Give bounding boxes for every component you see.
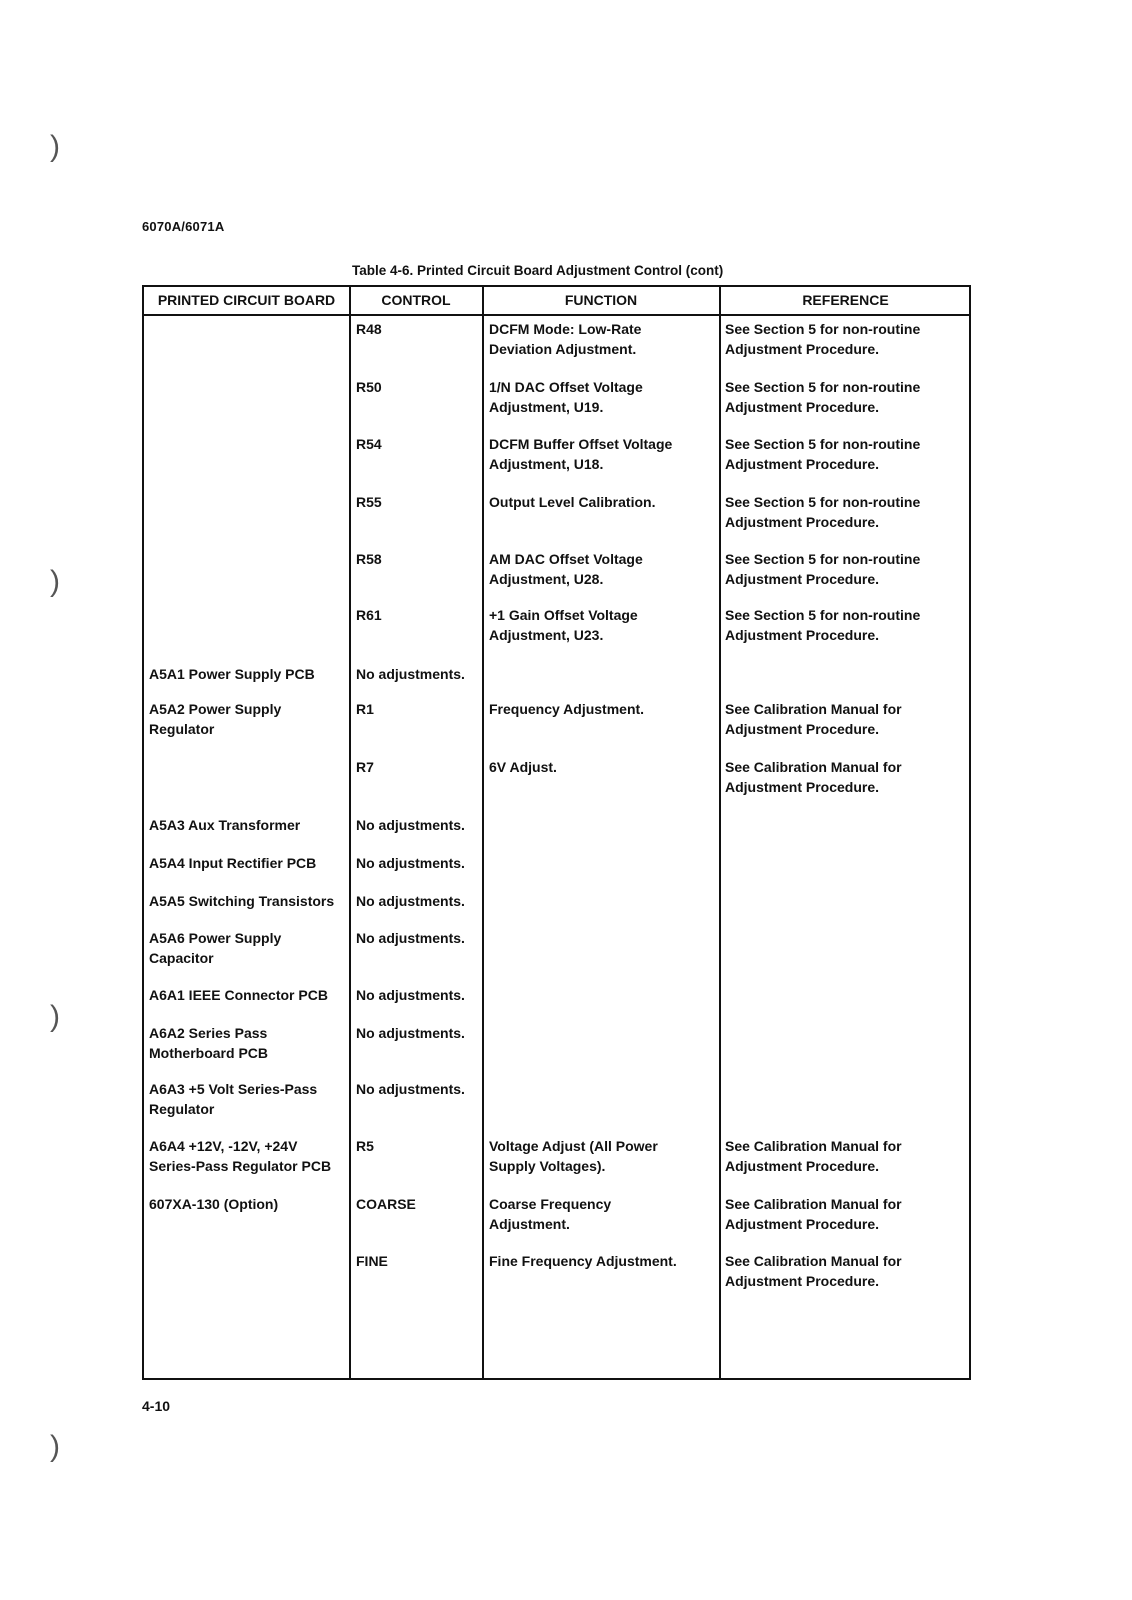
table-cell-function: Coarse Frequency Adjustment. (489, 1196, 612, 1232)
table-cell-reference: See Section 5 for non-routine Adjustment Procedure. (725, 607, 921, 643)
table-cell-control: No adjustments. (356, 666, 465, 682)
table-cell-pcb: A5A4 Input Rectifier PCB (149, 855, 317, 871)
table-cell-pcb: A5A1 Power Supply PCB (149, 666, 315, 682)
table-cell-control: R55 (356, 494, 382, 510)
table-cell-reference: See Section 5 for non-routine Adjustment Procedure. (725, 551, 921, 587)
table-cell-control: FINE (356, 1253, 388, 1269)
table-cell-reference: See Calibration Manual for Adjustment Procedure. (725, 1196, 902, 1232)
table-cell-function: AM DAC Offset Voltage Adjustment, U28. (489, 551, 643, 587)
table-title: Table 4-6. Printed Circuit Board Adjustment Control (cont) (352, 263, 724, 278)
table-cell-function: +1 Gain Offset Voltage Adjustment, U23. (489, 607, 638, 643)
column-divider (719, 287, 721, 1378)
table-cell-pcb: A6A3 +5 Volt Series-Pass Regulator (149, 1081, 318, 1117)
binding-hole-mark: ) (50, 565, 60, 598)
table-cell-function: Output Level Calibration. (489, 494, 656, 510)
table-cell-function: Fine Frequency Adjustment. (489, 1253, 677, 1269)
table-cell-control: No adjustments. (356, 893, 465, 909)
table-cell-control: R48 (356, 321, 382, 337)
table-cell-control: No adjustments. (356, 855, 465, 871)
binding-hole-mark: ) (50, 1000, 60, 1033)
adjustment-table (142, 285, 971, 1380)
column-header-reference: REFERENCE (802, 292, 889, 308)
column-divider (482, 287, 484, 1378)
page-number: 4-10 (142, 1398, 171, 1414)
table-cell-reference: See Section 5 for non-routine Adjustment Procedure. (725, 436, 921, 472)
binding-hole-mark: ) (50, 130, 60, 163)
table-cell-function: DCFM Buffer Offset Voltage Adjustment, U18. (489, 436, 673, 472)
table-cell-reference: See Section 5 for non-routine Adjustment Procedure. (725, 321, 921, 357)
binding-hole-mark: ) (50, 1430, 60, 1463)
table-cell-function: Voltage Adjust (All Power Supply Voltages). (489, 1138, 658, 1174)
table-cell-control: R54 (356, 436, 382, 452)
table-cell-pcb: A5A6 Power Supply Capacitor (149, 930, 282, 966)
table-cell-function: DCFM Mode: Low-Rate Deviation Adjustment. (489, 321, 642, 357)
table-cell-pcb: A6A2 Series Pass Motherboard PCB (149, 1025, 268, 1061)
column-header-control: CONTROL (381, 292, 451, 308)
table-cell-function: 6V Adjust. (489, 759, 557, 775)
table-cell-pcb: A6A4 +12V, -12V, +24V Series-Pass Regulator PCB (149, 1138, 332, 1174)
table-cell-control: No adjustments. (356, 930, 465, 946)
table-cell-pcb: A6A1 IEEE Connector PCB (149, 987, 328, 1003)
table-cell-reference: See Calibration Manual for Adjustment Procedure. (725, 1253, 902, 1289)
table-cell-control: R50 (356, 379, 382, 395)
column-divider (349, 287, 351, 1378)
table-cell-control: No adjustments. (356, 1081, 465, 1097)
table-cell-control: R1 (356, 701, 374, 717)
table-cell-pcb: A5A2 Power Supply Regulator (149, 701, 282, 737)
document-header: 6070A/6071A (142, 219, 225, 234)
table-cell-pcb: 607XA-130 (Option) (149, 1196, 279, 1212)
table-cell-reference: See Calibration Manual for Adjustment Procedure. (725, 701, 902, 737)
table-cell-reference: See Calibration Manual for Adjustment Procedure. (725, 759, 902, 795)
column-header-function: FUNCTION (564, 292, 638, 308)
table-cell-control: R61 (356, 607, 382, 623)
table-cell-control: R7 (356, 759, 374, 775)
table-cell-control: R5 (356, 1138, 374, 1154)
table-cell-control: No adjustments. (356, 1025, 465, 1041)
table-cell-reference: See Calibration Manual for Adjustment Procedure. (725, 1138, 902, 1174)
table-cell-function: 1/N DAC Offset Voltage Adjustment, U19. (489, 379, 643, 415)
table-cell-control: R58 (356, 551, 382, 567)
table-cell-reference: See Section 5 for non-routine Adjustment Procedure. (725, 494, 921, 530)
table-cell-control: COARSE (356, 1196, 416, 1212)
header-divider (144, 314, 969, 316)
table-cell-control: No adjustments. (356, 987, 465, 1003)
table-cell-pcb: A5A5 Switching Transistors (149, 893, 335, 909)
column-header-pcb: PRINTED CIRCUIT BOARD (157, 292, 336, 308)
table-cell-control: No adjustments. (356, 817, 465, 833)
table-cell-function: Frequency Adjustment. (489, 701, 645, 717)
table-cell-reference: See Section 5 for non-routine Adjustment Procedure. (725, 379, 921, 415)
table-cell-pcb: A5A3 Aux Transformer (149, 817, 301, 833)
